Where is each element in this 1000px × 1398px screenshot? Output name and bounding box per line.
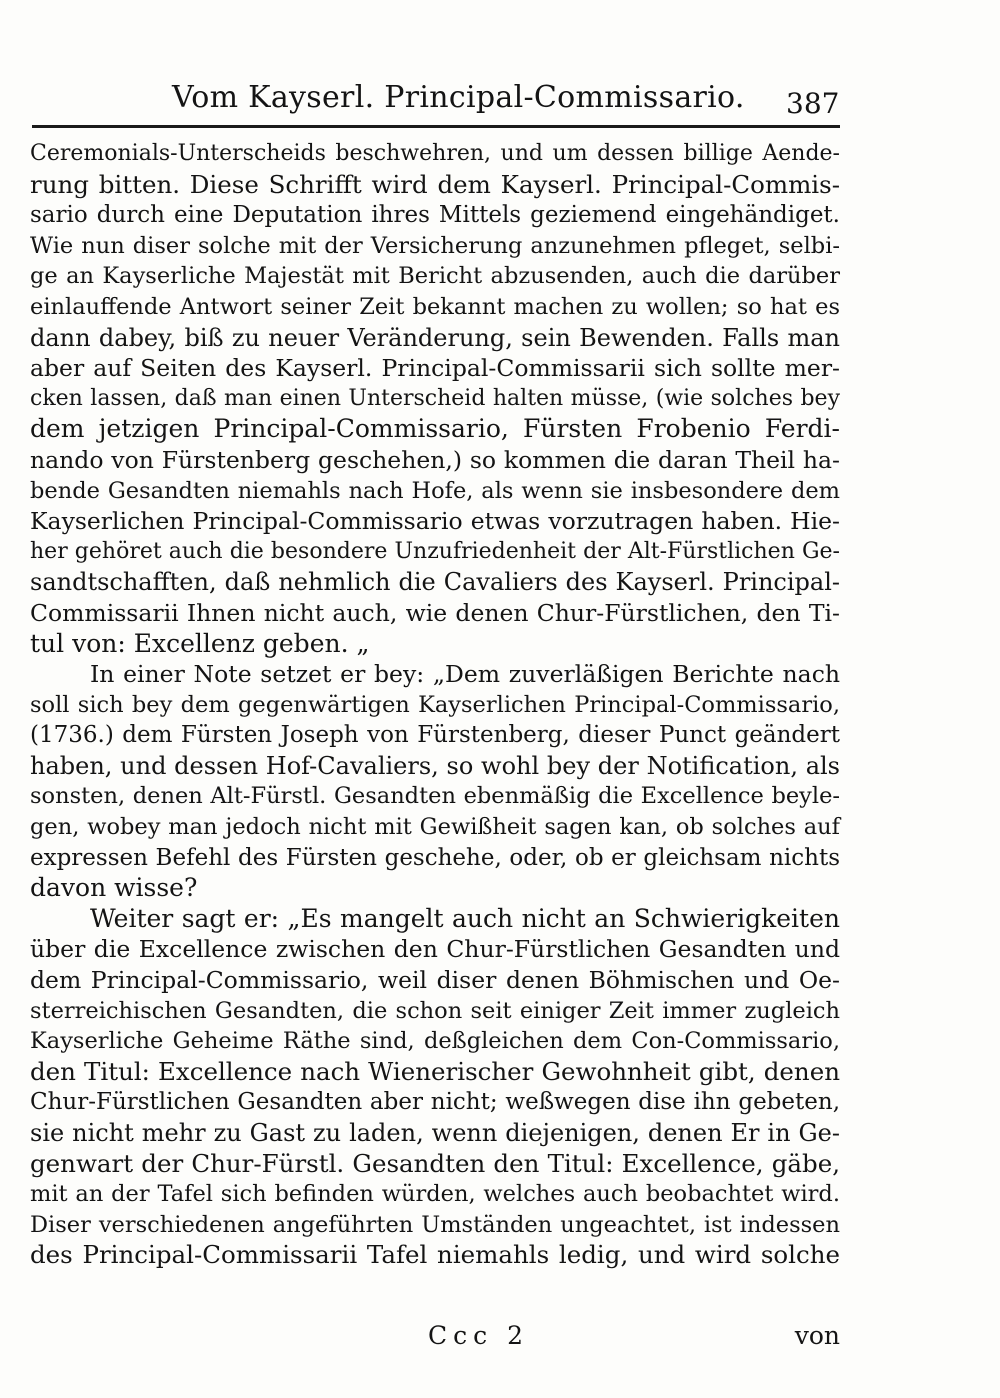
text-line: sario durch eine Deputation ihres Mittels geziemend eingehändiget. bbox=[30, 202, 840, 229]
text-line: aber auf Seiten des Kayserl. Principal-Commissarii sich sollte mer- bbox=[30, 354, 840, 383]
text-line: Kayserliche Geheime Räthe sind, deßgleichen dem Con-Commissario, bbox=[30, 1028, 840, 1055]
text-line: Weiter sagt er: „Es mangelt auch nicht an Schwierigkeiten bbox=[90, 903, 840, 933]
text-line: den Titul: Excellence nach Wienerischer Gewohnheit gibt, denen bbox=[30, 1056, 840, 1086]
text-line: davon wisse? bbox=[30, 873, 198, 903]
text-line: Commissarii Ihnen nicht auch, wie denen Chur-Fürstlichen, den Ti- bbox=[30, 598, 840, 627]
body-text bbox=[30, 139, 840, 1271]
text-line: (1736.) dem Fürsten Joseph von Fürstenberg, dieser Punct geändert bbox=[30, 722, 840, 749]
text-line: ge an Kayserliche Majestät mit Bericht abzusenden, auch die darüber bbox=[30, 263, 840, 290]
text-line: tul von: Excellenz geben. „ bbox=[30, 628, 370, 658]
header-rule bbox=[32, 125, 840, 128]
text-line: Kayserlichen Principal-Commissario etwas vorzutragen haben. Hie- bbox=[30, 507, 840, 536]
text-line: dem Principal-Commissario, weil diser denen Böhmischen und Oe- bbox=[30, 966, 840, 995]
text-line: rung bitten. Diese Schrifft wird dem Kayserl. Principal-Commis- bbox=[30, 169, 840, 199]
text-line: sonsten, denen Alt-Fürstl. Gesandten ebenmäßig die Excellence beyle- bbox=[30, 783, 840, 810]
text-line: mit an der Tafel sich befinden würden, welches auch beobachtet wird. bbox=[30, 1181, 840, 1208]
page-number: 387 bbox=[786, 87, 840, 120]
text-line: cken lassen, daß man einen Unterscheid halten müsse, (wie solches bey bbox=[30, 385, 840, 411]
text-line: genwart der Chur-Fürstl. Gesandten den Titul: Excellence, gäbe, bbox=[30, 1148, 840, 1178]
text-line: des Principal-Commissarii Tafel niemahls ledig, und wird solche bbox=[30, 1240, 840, 1270]
text-line: dem jetzigen Principal-Commissario, Fürsten Frobenio Ferdi- bbox=[30, 414, 840, 444]
text-line: einlauffende Antwort seiner Zeit bekannt machen zu wollen; so hat es bbox=[30, 293, 840, 320]
text-line: Diser verschiedenen angeführten Umständen ungeachtet, ist indessen bbox=[30, 1211, 840, 1238]
text-line: sie nicht mehr zu Gast zu laden, wenn diejenigen, denen Er in Ge- bbox=[30, 1119, 840, 1147]
text-line: Wie nun diser solche mit der Versicherung anzunehmen pfleget, selbi- bbox=[30, 232, 840, 259]
text-line: sterreichischen Gesandten, die schon seit einiger Zeit immer zugleich bbox=[30, 997, 840, 1024]
text-line: nando von Fürstenberg geschehen,) so kommen die daran Theil ha- bbox=[30, 445, 840, 474]
text-line: expressen Befehl des Fürsten geschehe, oder, ob er gleichsam nichts bbox=[30, 844, 840, 871]
signature-mark: Ccc 2 bbox=[428, 1321, 529, 1350]
text-line: dann dabey, biß zu neuer Veränderung, sein Bewenden. Falls man bbox=[30, 323, 840, 352]
text-line: haben, und dessen Hof-Cavaliers, so wohl bey der Notification, als bbox=[30, 751, 840, 780]
text-line: Ceremonials-Unterscheids beschwehren, und um dessen billige Aende- bbox=[30, 141, 840, 166]
running-head: Vom Kayserl. Principal-Commissario. bbox=[172, 80, 745, 115]
text-line: In einer Note setzet er bey: „Dem zuverläßigen Berichte nach bbox=[90, 660, 840, 689]
text-line: bende Gesandten niemahls nach Hofe, als wenn sie insbesondere dem bbox=[30, 477, 840, 504]
page-footer bbox=[30, 1321, 840, 1351]
text-line: soll sich bey dem gegenwärtigen Kayserlichen Principal-Commissario, bbox=[30, 691, 840, 718]
text-line: gen, wobey man jedoch nicht mit Gewißheit sagen kan, ob solches auf bbox=[30, 814, 840, 841]
text-line: sandtschafften, daß nehmlich die Cavaliers des Kayserl. Principal- bbox=[30, 568, 840, 597]
text-line: über die Excellence zwischen den Chur-Fürstlichen Gesandten und bbox=[30, 935, 840, 964]
catchword: von bbox=[794, 1321, 840, 1350]
text-line: her gehöret auch die besondere Unzufriedenheit der Alt-Fürstlichen Ge- bbox=[30, 538, 840, 564]
text-line: Chur-Fürstlichen Gesandten aber nicht; weßwegen dise ihn gebeten, bbox=[30, 1089, 840, 1116]
